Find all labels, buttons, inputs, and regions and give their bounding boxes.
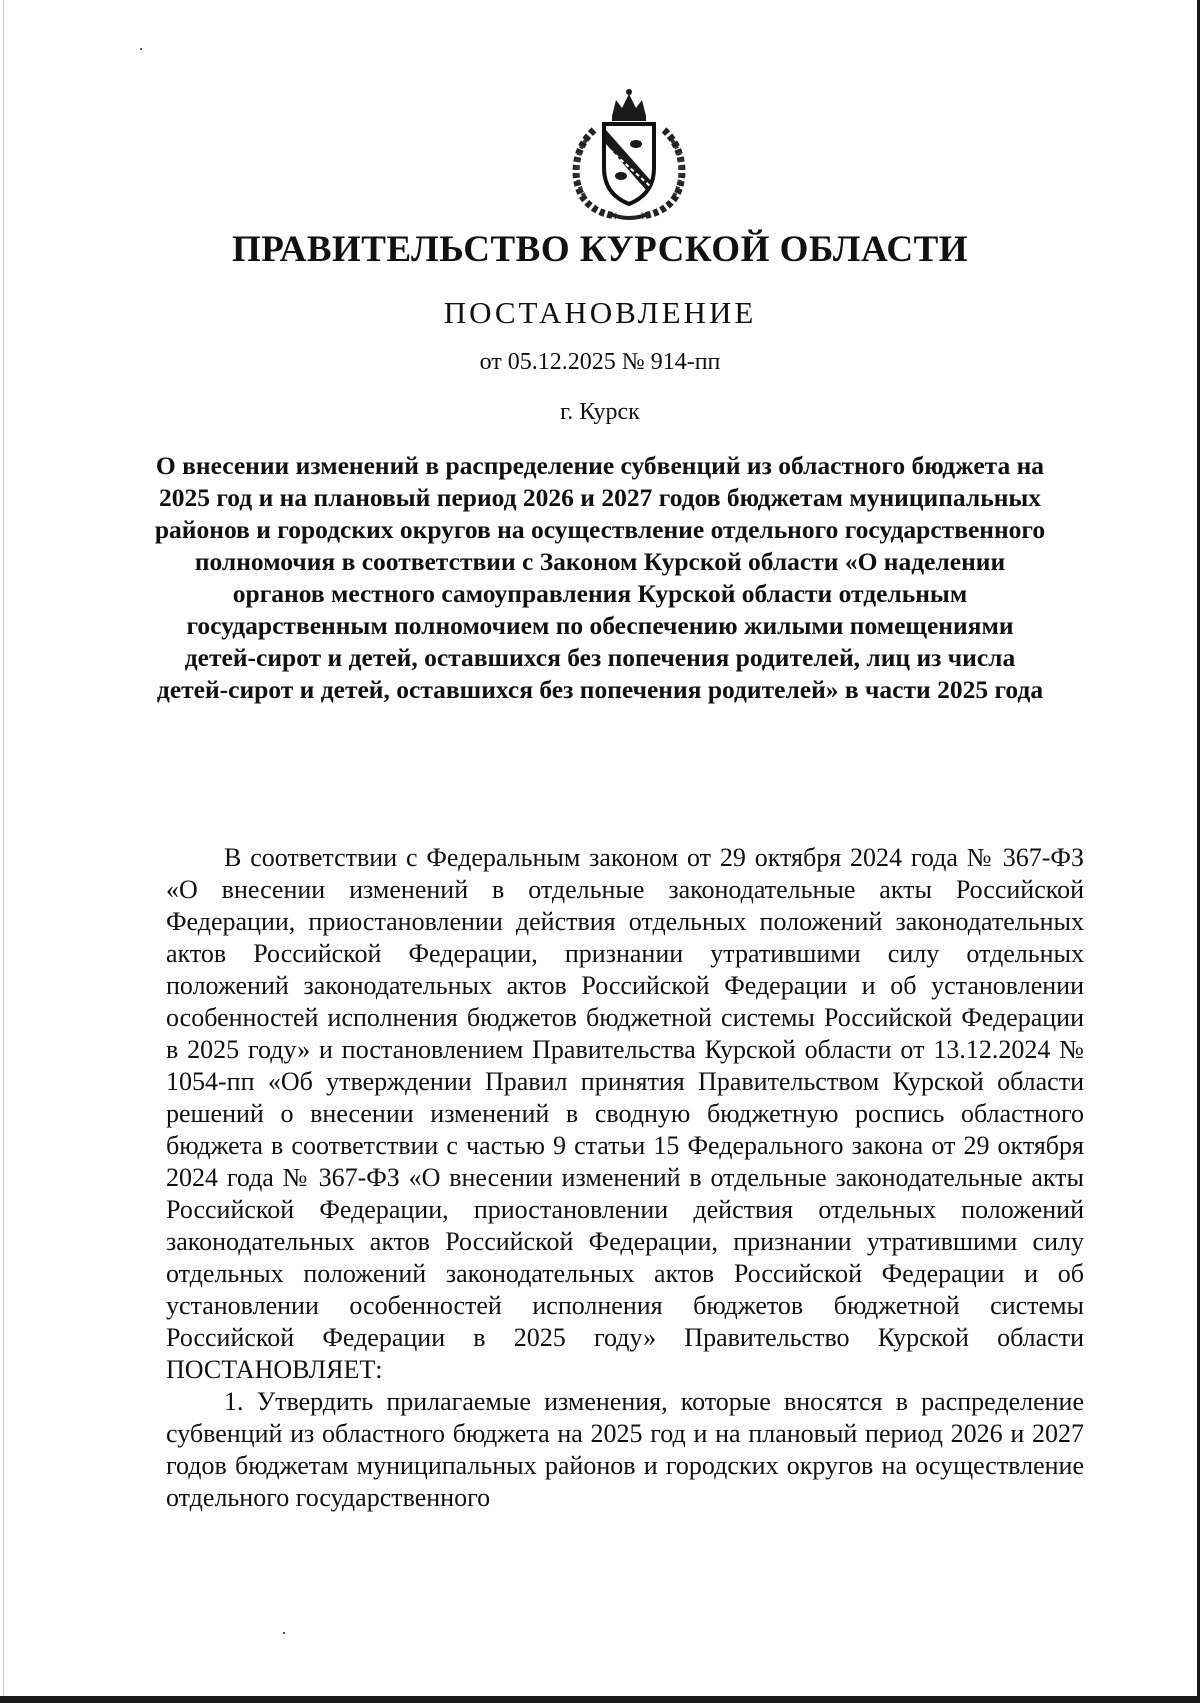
document-type: ПОСТАНОВЛЕНИЕ bbox=[443, 295, 757, 330]
scan-speck bbox=[140, 48, 142, 50]
preamble-paragraph: В соответствии с Федеральным законом от 29 октября 2024 года № 367-ФЗ «О внесении изменений в отдельные законодательные акты Российской Федерации, приостановлении действия отдельных положений законодательных актов Российской Федерации, признании утратившими силу отдельных положений законодательных актов Российской Федерации и об установлении особенностей исполнения бюджетов бюджетной системы Российской Федерации в 2025 году» и постановлением Правительства Курской области от 13.12.2024 № 1054-пп «Об утверждении Правил принятия Правительством Курской области решений о внесении изменений в сводную бюджетную роспись областного бюджета в соответствии с частью 9 статьи 15 Федерального закона от 29 октября 2024 года № 367-ФЗ «О внесении изменений в отдельные законодательные акты Российской Федерации, приостановлении действия отдельных положений законодательных актов Российской Федерации, признании утратившими силу отдельных положений законодательных актов Российской Федерации и об установлении особенностей исполнения бюджетов бюджетной системы Российской Федерации в 2025 году» Правительство Курской области ПОСТАНОВЛЯЕТ: bbox=[166, 843, 1084, 1384]
document-number-date: от 05.12.2025 № 914-пп bbox=[479, 349, 721, 375]
scan-bottom-edge bbox=[0, 1696, 1200, 1703]
document-subject: О внесении изменений в распределение субвенций из областного бюджета на 2025 год и на плановый период 2026 и 2027 годов бюджетам муниципальных районов и городских округов на осуществление отдельного государственного полномочия в соответствии с Законом Курской области «О наделении органов местного самоуправления Курской области отдельным государственным полномочием по обеспечению жилыми помещениями детей-сирот и детей, оставшихся без попечения родителей, лиц из числа детей-сирот и детей, оставшихся без попечения родителей» в части 2025 года bbox=[154, 451, 1046, 704]
organization-title: ПРАВИТЕЛЬСТВО КУРСКОЙ ОБЛАСТИ bbox=[231, 229, 969, 270]
document-body bbox=[166, 842, 1084, 1514]
item-1-paragraph: 1. Утвердить прилагаемые изменения, которые вносятся в распределение субвенций из областного бюджета на 2025 год и на плановый период 2026 и 2027 годов бюджетам муниципальных районов и городских округов на осуществление отдельного государственного bbox=[166, 1387, 1084, 1512]
scan-speck bbox=[283, 1632, 285, 1634]
kursk-coat-of-arms-icon bbox=[566, 86, 692, 222]
document-city: г. Курск bbox=[560, 399, 640, 425]
